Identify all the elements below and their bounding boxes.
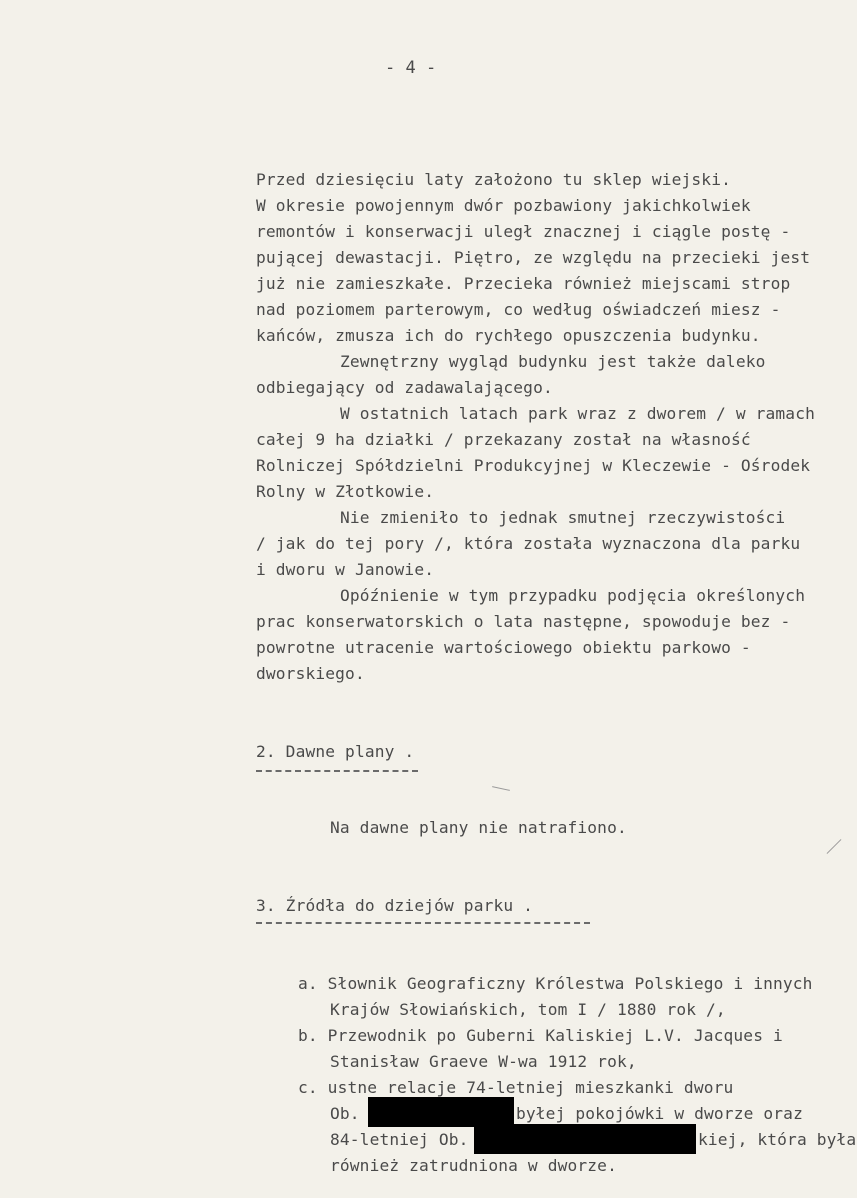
source-line: b. Przewodnik po Guberni Kaliskiej L.V. Jacques i — [298, 1026, 783, 1045]
page-number: - 4 - — [385, 58, 437, 78]
body-line: remontów i konserwacji uległ znacznej i ciągle postę - — [256, 222, 791, 241]
section2-heading: 2. Dawne plany . — [256, 742, 415, 761]
body-line: Nie zmieniło to jednak smutnej rzeczywistości — [340, 508, 786, 527]
source-line: a. Słownik Geograficzny Królestwa Polskiego i innych — [298, 974, 813, 993]
body-line: / jak do tej pory /, która została wyznaczona dla parku — [256, 534, 801, 553]
body-line: prac konserwatorskich o lata następne, spowoduje bez - — [256, 612, 791, 631]
body-line: nad poziomem parterowym, co według oświadczeń miesz - — [256, 300, 781, 319]
body-line: odbiegający od zadawalającego. — [256, 378, 553, 397]
heading-underline — [256, 922, 590, 924]
source-line: byłej pokojówki w dworze oraz — [516, 1104, 803, 1123]
source-line: c. ustne relacje 74-letniej mieszkanki dworu — [298, 1078, 734, 1097]
body-line: Rolniczej Spółdzielni Produkcyjnej w Kleczewie - Ośrodek — [256, 456, 811, 475]
stray-mark — [827, 839, 842, 854]
source-line: 84-letniej Ob. — [330, 1130, 469, 1149]
source-line: również zatrudniona w dworze. — [330, 1156, 617, 1175]
body-line: W ostatnich latach park wraz z dworem / w ramach — [340, 404, 815, 423]
redaction-bar — [474, 1124, 696, 1154]
body-line: Zewnętrzny wygląd budynku jest także daleko — [340, 352, 766, 371]
section2-text: Na dawne plany nie natrafiono. — [330, 818, 627, 837]
body-line: Przed dziesięciu laty założono tu sklep wiejski. — [256, 170, 731, 189]
section3-heading: 3. Źródła do dziejów parku . — [256, 896, 534, 915]
body-line: Rolny w Złotkowie. — [256, 482, 435, 501]
heading-underline — [256, 770, 418, 772]
source-line: Krajów Słowiańskich, tom I / 1880 rok /, — [330, 1000, 726, 1019]
body-line: dworskiego. — [256, 664, 365, 683]
source-line: kiej, która była — [698, 1130, 857, 1149]
redaction-bar — [368, 1097, 514, 1127]
body-line: powrotne utracenie wartościowego obiektu parkowo - — [256, 638, 751, 657]
body-line: pującej dewastacji. Piętro, ze względu na przecieki jest — [256, 248, 811, 267]
body-line: kańców, zmusza ich do rychłego opuszczenia budynku. — [256, 326, 761, 345]
source-line: Ob. — [330, 1104, 360, 1123]
body-line: całej 9 ha działki / przekazany został na własność — [256, 430, 751, 449]
body-line: W okresie powojennym dwór pozbawiony jakichkolwiek — [256, 196, 751, 215]
stray-mark — [492, 786, 510, 791]
body-line: i dworu w Janowie. — [256, 560, 435, 579]
body-line: Opóźnienie w tym przypadku podjęcia określonych — [340, 586, 806, 605]
source-line: Stanisław Graeve W-wa 1912 rok, — [330, 1052, 637, 1071]
body-line: już nie zamieszkałe. Przecieka również miejscami strop — [256, 274, 791, 293]
